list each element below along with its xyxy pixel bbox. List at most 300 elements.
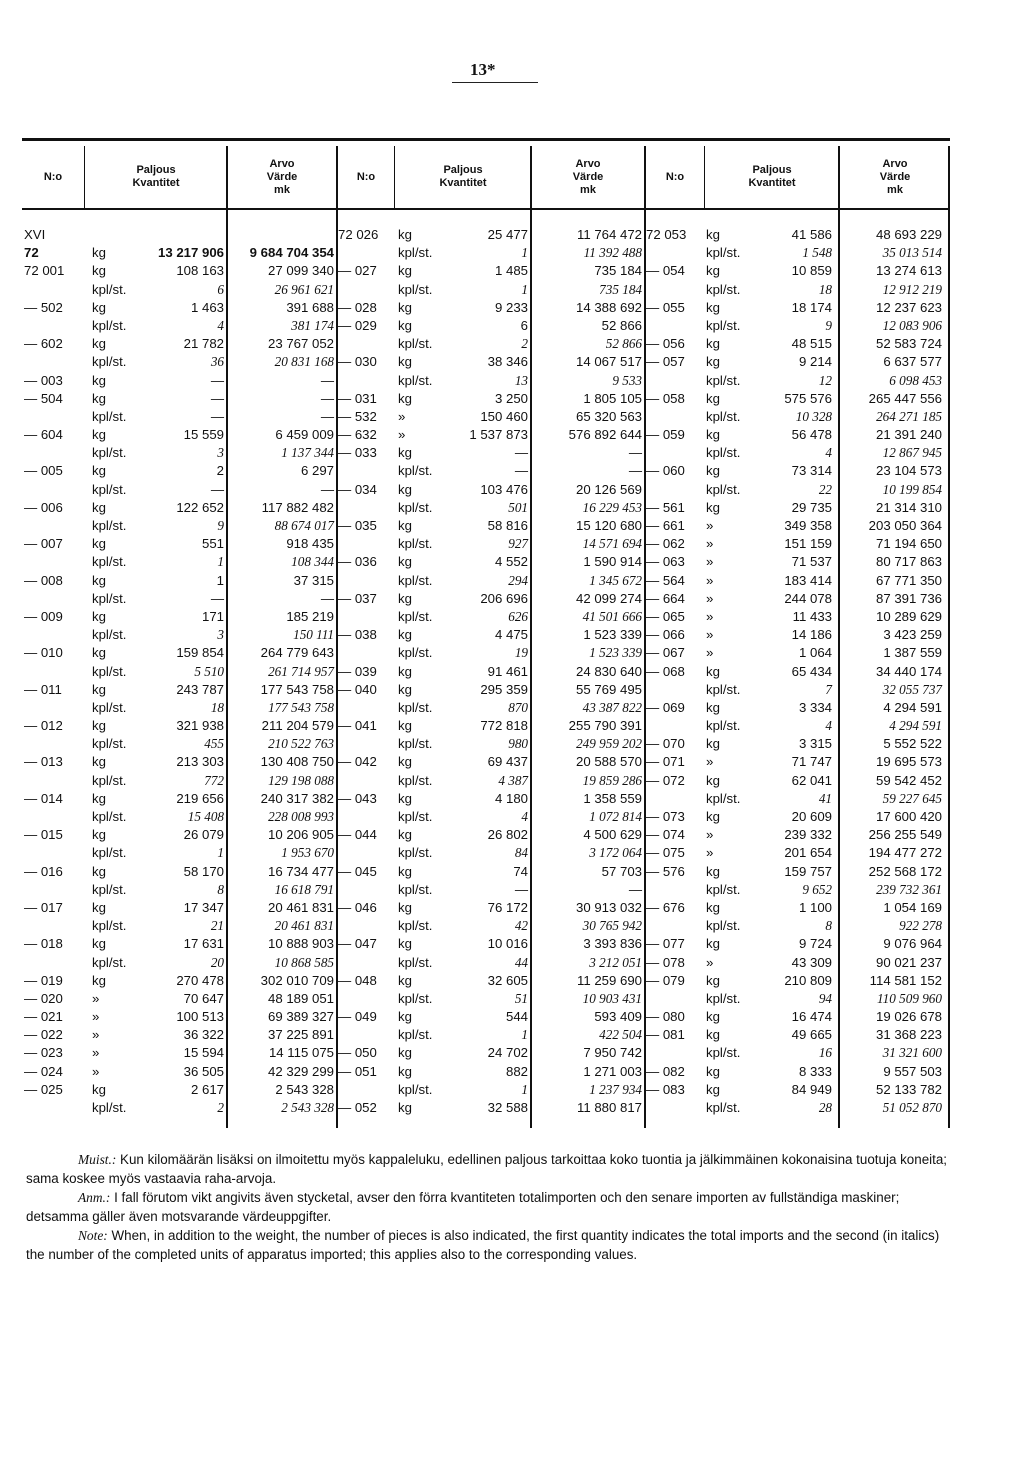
amount-value: 34 440 174 [875, 663, 942, 679]
amount-value: 37 225 891 [267, 1027, 334, 1043]
unit-label: kg [706, 390, 720, 406]
amount-value: 14 571 694 [582, 536, 642, 552]
table-row [24, 863, 336, 881]
quantity-value: 36 322 [183, 1027, 224, 1043]
quantity-value: 3 [217, 627, 224, 643]
unit-label: kpl/st. [706, 317, 741, 333]
note-english-text: When, in addition to the weight, the number of pieces is also indicated, the first quantity indicates the total imports and the second (in italics) the number of the completed units of apparatus imported; this applies also to the corresponding values. [26, 1228, 940, 1262]
table-row [338, 735, 644, 753]
quantity-value: 38 346 [487, 354, 528, 370]
item-number: — 030 [338, 354, 377, 370]
item-number: — 068 [646, 663, 685, 679]
amount-value: 52 866 [601, 317, 642, 333]
table-row [646, 1081, 948, 1099]
unit-label: kg [92, 372, 106, 388]
unit-label: kpl/st. [92, 317, 127, 333]
note-swedish-text: I fall förutom vikt angivits även stycketal, avser den förra kvantiteten totalimporten och den senare importen av fullständiga maskiner; detsamma gäller även motsvarande värdeuppgifter. [26, 1190, 900, 1224]
amount-value: 48 189 051 [267, 990, 334, 1006]
item-number: — 012 [24, 718, 63, 734]
unit-label: kpl/st. [398, 499, 433, 515]
unit-label: kg [92, 936, 106, 952]
quantity-value: 36 505 [183, 1063, 224, 1079]
unit-label: kpl/st. [92, 736, 127, 752]
unit-label: kg [398, 663, 412, 679]
table-row [24, 663, 336, 681]
table-row [338, 244, 644, 262]
amount-value: 194 477 272 [868, 845, 942, 861]
quantity-value: 270 478 [176, 972, 224, 988]
table-row [24, 626, 336, 644]
quantity-value: 772 818 [480, 718, 528, 734]
table-column-group-3 [646, 226, 948, 1117]
amount-value: 11 392 488 [583, 245, 642, 261]
quantity-value: — [514, 463, 528, 479]
amount-value: 12 083 906 [882, 317, 942, 333]
table-row [338, 535, 644, 553]
unit-label: kpl/st. [706, 681, 741, 697]
item-number: — 034 [338, 481, 377, 497]
table-row [646, 1099, 948, 1117]
quantity-value: 9 724 [798, 936, 832, 952]
unit-label: kpl/st. [92, 881, 127, 897]
table-row [646, 262, 948, 280]
amount-value: 1 387 559 [883, 645, 942, 661]
unit-label: kg [706, 736, 720, 752]
table-row [338, 372, 644, 390]
table-row [24, 517, 336, 535]
quantity-value: 2 [217, 1100, 224, 1115]
item-number: — 008 [24, 572, 63, 588]
unit-label: kpl/st. [92, 445, 127, 461]
item-number: — 038 [338, 627, 377, 643]
table-row [24, 1063, 336, 1081]
item-number: — 561 [646, 499, 685, 515]
amount-value: 31 368 223 [875, 1027, 942, 1043]
header-no-3: N:o [665, 170, 685, 183]
unit-label: kg [706, 263, 720, 279]
quantity-value: 294 [508, 572, 528, 588]
table-row [646, 863, 948, 881]
amount-value: 35 013 514 [882, 245, 942, 261]
item-number: — 676 [646, 899, 685, 915]
amount-value: 203 050 364 [868, 518, 942, 533]
amount-value: 12 867 945 [882, 445, 942, 461]
amount-value: 26 961 621 [274, 281, 334, 297]
table-row [646, 572, 948, 590]
amount-value: 14 115 075 [268, 1045, 334, 1061]
unit-label: kg [706, 427, 720, 443]
table-row [338, 808, 644, 826]
table-row [338, 753, 644, 771]
table-row [24, 935, 336, 953]
amount-value: 20 588 570 [575, 754, 642, 770]
table-row [24, 753, 336, 771]
quantity-value: 20 [210, 954, 224, 970]
quantity-value: 21 [210, 918, 224, 934]
amount-value: 5 552 522 [883, 736, 942, 752]
amount-value: 1 590 914 [583, 554, 642, 570]
table-row [338, 1008, 644, 1026]
unit-label: kg [92, 790, 106, 806]
quantity-value: 9 233 [494, 299, 528, 315]
item-number: — 017 [24, 899, 63, 915]
item-number: — 021 [24, 1009, 63, 1025]
quantity-value: 6 [217, 281, 224, 297]
unit-label: kg [706, 1063, 720, 1079]
quantity-value: 243 787 [176, 681, 224, 697]
item-number: — 014 [24, 790, 63, 806]
amount-value: 249 959 202 [576, 736, 642, 752]
quantity-value: 3 [217, 445, 224, 461]
quantity-value: — [210, 372, 224, 388]
item-number: — 027 [338, 263, 377, 279]
unit-label: kg [398, 790, 412, 806]
unit-label: » [706, 572, 714, 588]
amount-value: 4 500 629 [583, 827, 642, 843]
quantity-value: 210 809 [784, 972, 832, 988]
unit-label: kg [398, 936, 412, 952]
amount-value: 41 501 666 [582, 608, 642, 624]
quantity-value: 1 485 [494, 263, 528, 279]
quantity-value: 15 408 [187, 809, 224, 824]
quantity-value: 48 515 [791, 336, 832, 352]
amount-value: 7 950 742 [583, 1045, 642, 1061]
item-number: — 075 [646, 845, 685, 861]
quantity-value: 2 [521, 336, 528, 352]
unit-label: kg [706, 499, 720, 515]
quantity-value: 183 414 [784, 572, 832, 588]
amount-value: 576 892 644 [568, 427, 642, 443]
unit-label: kpl/st. [398, 336, 433, 352]
quantity-value: 91 461 [487, 663, 528, 679]
item-number: — 048 [338, 972, 377, 988]
table-row [646, 299, 948, 317]
quantity-value: 544 [505, 1009, 528, 1025]
header-value-3: Arvo Värde mk [879, 157, 911, 196]
amount-value: 264 779 643 [260, 645, 334, 661]
table-row [646, 353, 948, 371]
item-number: — 532 [338, 408, 377, 424]
item-number: — 080 [646, 1009, 685, 1025]
quantity-value: 44 [514, 954, 528, 970]
amount-value: — [320, 372, 334, 388]
quantity-value: 29 735 [791, 499, 832, 515]
amount-value: 71 194 650 [875, 536, 942, 552]
quantity-value: 870 [508, 699, 528, 715]
table-row [24, 717, 336, 735]
quantity-value: 9 652 [802, 881, 832, 897]
quantity-value: 41 [818, 790, 832, 806]
amount-value: 1 137 344 [281, 445, 334, 461]
unit-label: » [92, 990, 100, 1006]
item-number: — 083 [646, 1081, 685, 1097]
quantity-value: 3 250 [494, 390, 528, 406]
table-row [338, 444, 644, 462]
unit-label: kg [92, 645, 106, 661]
page-number: 13* [470, 60, 496, 79]
item-number: — 005 [24, 463, 63, 479]
item-number: — 029 [338, 317, 377, 333]
table-row [24, 444, 336, 462]
unit-label: kg [398, 827, 412, 843]
quantity-value: 15 594 [183, 1045, 224, 1061]
table-row [646, 1044, 948, 1062]
unit-label: kg [398, 227, 412, 242]
quantity-value: 122 652 [176, 499, 224, 515]
quantity-value: 8 [825, 918, 832, 934]
amount-value: 3 212 051 [589, 954, 642, 970]
table-row [646, 244, 948, 262]
item-number: — 036 [338, 554, 377, 570]
unit-label: » [706, 645, 714, 661]
quantity-value: 76 172 [487, 899, 528, 915]
amount-value: 735 184 [594, 263, 642, 279]
item-number: — 047 [338, 936, 377, 952]
note-finnish [26, 1150, 956, 1188]
amount-value: 1 072 814 [589, 809, 642, 824]
unit-label: kg [706, 972, 720, 988]
table-row [646, 481, 948, 499]
unit-label: » [706, 754, 714, 770]
amount-value: 261 714 957 [268, 663, 334, 679]
header-quantity-2: Paljous Kvantitet [439, 164, 487, 189]
unit-label: kpl/st. [92, 699, 127, 715]
unit-label: kg [92, 827, 106, 843]
quantity-value: 4 180 [494, 790, 528, 806]
table-row [24, 844, 336, 862]
amount-value: 185 219 [286, 608, 334, 624]
quantity-value: 16 [818, 1045, 832, 1061]
unit-label: kg [398, 299, 412, 315]
quantity-value: 74 [513, 863, 528, 879]
table-row [646, 844, 948, 862]
table-row [338, 935, 644, 953]
unit-label: kpl/st. [706, 372, 741, 388]
amount-value: 1 271 003 [583, 1063, 642, 1079]
unit-label: kpl/st. [92, 954, 127, 970]
quantity-value: 51 [514, 990, 528, 1006]
amount-value: — [628, 881, 642, 897]
quantity-value: 219 656 [176, 790, 224, 806]
quantity-value: 58 170 [183, 863, 224, 879]
item-number: — 009 [24, 608, 63, 624]
table-row [24, 353, 336, 371]
item-number: — 602 [24, 336, 63, 352]
amount-value: 1 523 339 [589, 645, 642, 661]
unit-label: kg [92, 299, 106, 315]
quantity-value: 4 [825, 445, 832, 461]
quantity-value: 43 309 [791, 954, 832, 970]
amount-value: 9 076 964 [883, 936, 942, 952]
quantity-value: 4 [521, 809, 528, 824]
unit-label: kpl/st. [398, 572, 433, 588]
amount-value: 10 903 431 [582, 990, 642, 1006]
amount-value: 42 329 299 [267, 1063, 334, 1079]
amount-value: — [628, 445, 642, 461]
table-row [338, 626, 644, 644]
unit-label: kpl/st. [398, 281, 433, 297]
table-row [24, 1026, 336, 1044]
header-quantity-3: Paljous Kvantitet [748, 164, 796, 189]
amount-value: 20 831 168 [274, 354, 334, 370]
amount-value: 57 703 [601, 863, 642, 879]
item-number: — 066 [646, 627, 685, 643]
amount-value: 264 271 185 [876, 408, 942, 424]
quantity-value: — [210, 481, 224, 497]
item-number: — 016 [24, 863, 63, 879]
amount-value: 177 543 758 [260, 681, 334, 697]
quantity-value: 151 159 [784, 536, 832, 552]
quantity-value: 8 333 [798, 1063, 832, 1079]
amount-value: 240 317 382 [260, 790, 334, 806]
item-number: — 070 [646, 736, 685, 752]
unit-label: kg [398, 863, 412, 879]
unit-label: kpl/st. [706, 881, 741, 897]
unit-label: kg [398, 590, 412, 606]
item-number: — 065 [646, 608, 685, 624]
unit-label: kg [706, 663, 720, 679]
table-row [24, 390, 336, 408]
table-row [646, 1026, 948, 1044]
amount-value: — [320, 390, 334, 406]
table-row [646, 226, 948, 244]
quantity-value: 11 433 [792, 608, 832, 624]
unit-label: kg [92, 336, 106, 352]
unit-label: kg [92, 390, 106, 406]
item-number: — 015 [24, 827, 63, 843]
quantity-value: 1 [217, 845, 224, 861]
table-row [338, 426, 644, 444]
item-number: — 081 [646, 1027, 685, 1043]
table-row [338, 317, 644, 335]
quantity-value: — [210, 390, 224, 406]
amount-value: 9 533 [612, 372, 642, 388]
item-number: — 063 [646, 554, 685, 570]
table-row [646, 317, 948, 335]
table-row [24, 226, 336, 244]
quantity-value: 3 315 [798, 736, 832, 752]
amount-value: — [320, 481, 334, 497]
amount-value: 20 461 831 [267, 899, 334, 915]
note-swedish-label: Anm.: [78, 1190, 111, 1205]
unit-label: kg [92, 572, 106, 588]
quantity-value: 41 586 [791, 227, 832, 242]
unit-label: kg [92, 754, 106, 770]
item-number: — 037 [338, 590, 377, 606]
table-row [646, 499, 948, 517]
quantity-value: 501 [508, 499, 528, 515]
amount-value: 6 297 [300, 463, 334, 479]
quantity-value: 2 [216, 463, 224, 479]
unit-label: kpl/st. [398, 954, 433, 970]
amount-value: 20 461 831 [274, 918, 334, 934]
amount-value: 32 055 737 [882, 681, 942, 697]
quantity-value: 1 100 [798, 899, 832, 915]
item-number: — 072 [646, 772, 685, 788]
amount-value: 59 227 645 [882, 790, 942, 806]
quantity-value: 10 328 [795, 408, 832, 424]
item-number: — 060 [646, 463, 685, 479]
item-number: — 078 [646, 954, 685, 970]
amount-value: 20 126 569 [575, 481, 642, 497]
quantity-value: 1 064 [798, 645, 832, 661]
unit-label: kg [398, 263, 412, 279]
unit-label: kg [92, 263, 106, 279]
unit-label: » [706, 590, 714, 606]
table-row [24, 499, 336, 517]
quantity-value: 213 303 [176, 754, 224, 770]
table-row [24, 299, 336, 317]
quantity-value: 25 477 [487, 227, 528, 242]
item-number: — 006 [24, 499, 63, 515]
item-number: XVI [24, 227, 46, 242]
quantity-value: 19 [514, 645, 528, 661]
table-row [646, 1008, 948, 1026]
unit-label: » [706, 827, 714, 843]
unit-label: kg [706, 299, 720, 315]
unit-label: kpl/st. [92, 481, 127, 497]
amount-value: 65 320 563 [575, 408, 642, 424]
amount-value: 24 830 640 [575, 663, 642, 679]
quantity-value: 4 [825, 718, 832, 734]
item-number: — 041 [338, 718, 377, 734]
quantity-value: 94 [818, 990, 832, 1006]
unit-label: » [92, 1027, 100, 1043]
table-row [24, 244, 336, 262]
item-number: — 074 [646, 827, 685, 843]
quantity-value: 32 588 [487, 1100, 528, 1115]
item-number: — 055 [646, 299, 685, 315]
unit-label: kpl/st. [92, 772, 127, 788]
quantity-value: 206 696 [480, 590, 528, 606]
table-row [24, 917, 336, 935]
quantity-value: 71 747 [791, 754, 832, 770]
amount-value: 19 859 286 [582, 772, 642, 788]
amount-value: 16 734 477 [267, 863, 334, 879]
amount-value: 422 504 [599, 1027, 642, 1043]
amount-value: 211 204 579 [261, 718, 334, 734]
item-number: — 044 [338, 827, 377, 843]
table-row [338, 644, 644, 662]
amount-value: 52 583 724 [875, 336, 942, 352]
amount-value: 210 522 763 [268, 736, 334, 752]
quantity-value: 73 314 [791, 463, 832, 479]
quantity-value: 42 [514, 918, 528, 934]
table-row [646, 808, 948, 826]
unit-label: kg [398, 1063, 412, 1079]
unit-label: kpl/st. [706, 1045, 741, 1061]
unit-label: » [706, 536, 714, 552]
table-row [646, 626, 948, 644]
quantity-value: 84 949 [791, 1081, 832, 1097]
amount-value: 52 133 782 [875, 1081, 942, 1097]
quantity-value: 22 [818, 481, 832, 497]
table-row [338, 299, 644, 317]
amount-value: 16 229 453 [582, 499, 642, 515]
item-number: — 079 [646, 972, 685, 988]
table-column-group-2 [338, 226, 644, 1117]
unit-label: kg [398, 681, 412, 697]
quantity-value: 17 347 [183, 899, 224, 915]
unit-label: kpl/st. [706, 481, 741, 497]
unit-label: kg [706, 227, 720, 242]
item-number: — 011 [24, 681, 62, 697]
quantity-value: 7 [825, 681, 832, 697]
quantity-value: 882 [505, 1063, 528, 1079]
unit-label: kpl/st. [398, 463, 433, 479]
quantity-value: 10 859 [791, 263, 832, 279]
table-top-rule [22, 138, 950, 141]
